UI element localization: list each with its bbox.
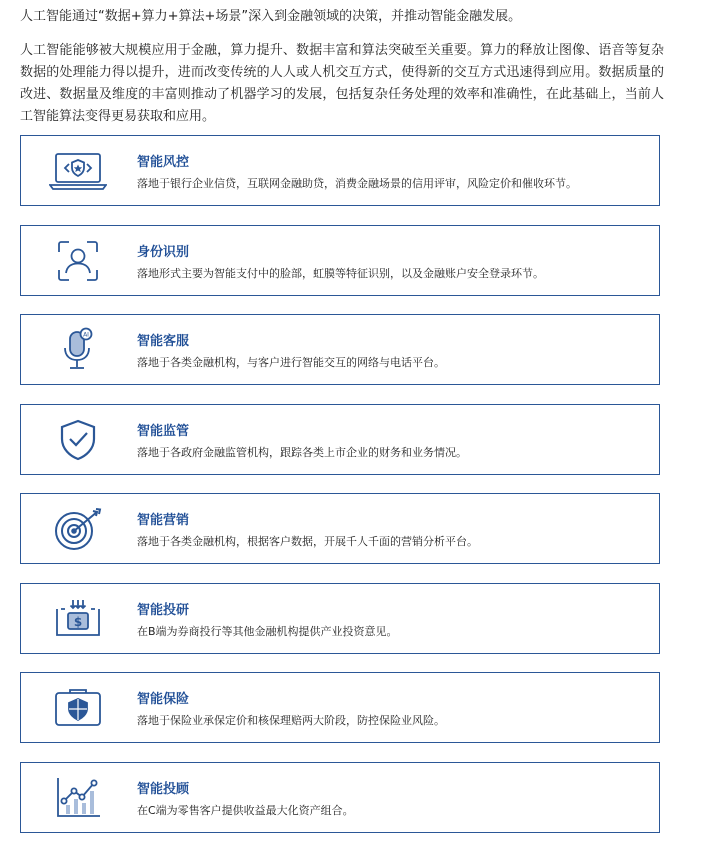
card-title: 身份识别 (137, 245, 190, 260)
shield-check-icon (49, 417, 107, 463)
card-investment-research (20, 583, 660, 654)
card-marketing (20, 493, 660, 564)
ai-microphone-icon (49, 327, 107, 373)
card-insurance (20, 672, 660, 743)
card-title: 智能保险 (137, 692, 190, 707)
card-description: 落地于各类金融机构，与客户进行智能交互的网络与电话平台。 (137, 356, 445, 369)
card-description: 在C端为零售客户提供收益最大化资产组合。 (137, 804, 354, 817)
line-chart-icon (49, 775, 107, 821)
card-supervision (20, 404, 660, 475)
card-risk-control (20, 135, 660, 206)
svg-text:AI: AI (83, 331, 89, 339)
card-description: 在B端为券商投行等其他金融机构提供产业投资意见。 (137, 625, 398, 638)
card-title: 智能监管 (137, 424, 190, 439)
insurance-case-icon (49, 685, 107, 731)
card-title: 智能投研 (137, 603, 190, 618)
face-scan-icon (49, 238, 107, 284)
card-customer-service (20, 314, 660, 385)
card-description: 落地于各类金融机构，根据客户数据，开展千人千面的营销分析平台。 (137, 535, 478, 548)
money-chart-icon (49, 596, 107, 642)
body-paragraph: 人工智能能够被大规模应用于金融，算力提升、数据丰富和算法突破至关重要。算力的释放让图像、语音等复杂数据的处理能力得以提升，进而改变传统的人人或人机交互方式，使得新的交互方式迅速得到应用。数据质量的改进、数据量及维度的丰富则推动了机器学习的发展，包括复杂任务处理的效率和准确性，在此基础上，当前人工智能算法变得更易获取和应用。 (20, 43, 664, 124)
card-title: 智能投顾 (137, 782, 190, 797)
card-title: 智能客服 (137, 334, 190, 349)
card-robo-advisor (20, 762, 660, 833)
card-description: 落地于银行企业信贷，互联网金融助贷，消费金融场景的信用评审，风险定价和催收环节。 (137, 177, 577, 190)
card-description: 落地于各政府金融监管机构，跟踪各类上市企业的财务和业务情况。 (137, 446, 467, 459)
card-description: 落地形式主要为智能支付中的脸部，虹膜等特征识别，以及金融账户安全登录环节。 (137, 267, 544, 280)
target-arrow-icon (49, 506, 107, 552)
card-description: 落地于保险业承保定价和核保理赔两大阶段，防控保险业风险。 (137, 714, 445, 727)
intro-text: 人工智能通过“数据+算力+算法+场景”深入到金融领域的决策，并推动智能金融发展。 (20, 9, 522, 24)
card-identity (20, 225, 660, 296)
laptop-shield-icon (49, 148, 107, 194)
svg-text:$: $ (73, 615, 83, 629)
card-title: 智能营销 (137, 513, 190, 528)
card-title: 智能风控 (137, 155, 190, 170)
